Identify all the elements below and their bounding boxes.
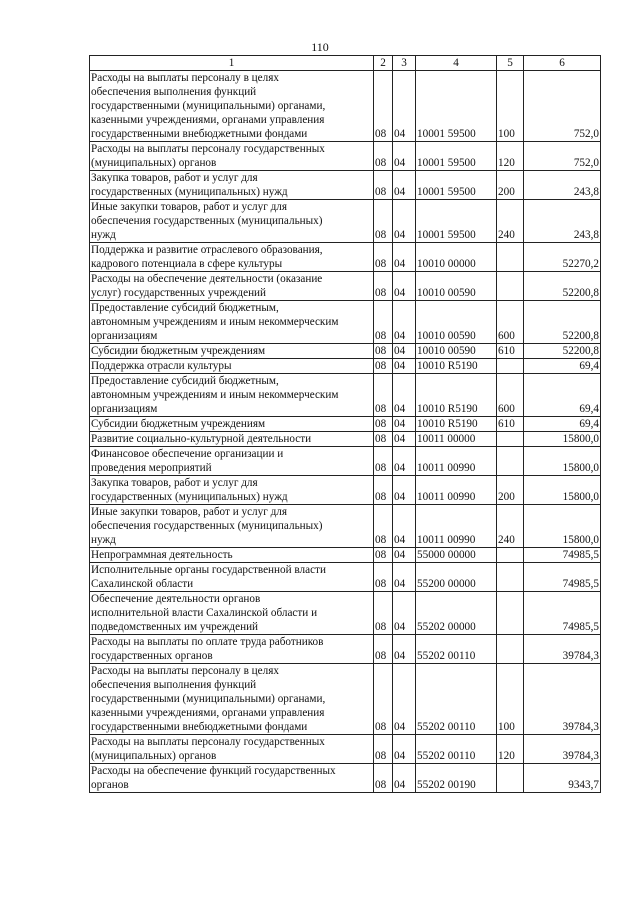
row-amount: 9343,7 <box>524 764 601 793</box>
row-subsection: 04 <box>393 359 416 374</box>
row-amount: 39784,3 <box>524 635 601 664</box>
row-subsection: 04 <box>393 447 416 476</box>
table-row <box>90 735 601 764</box>
row-subsection: 04 <box>393 301 416 344</box>
row-expense-type: 610 <box>497 344 524 359</box>
table-row <box>90 142 601 171</box>
row-subsection: 04 <box>393 635 416 664</box>
row-amount: 52200,8 <box>524 301 601 344</box>
row-section: 08 <box>374 563 393 592</box>
row-name: Поддержка отрасли культуры <box>90 359 374 374</box>
row-expense-type <box>497 243 524 272</box>
row-subsection: 04 <box>393 664 416 735</box>
row-section: 08 <box>374 505 393 548</box>
row-expense-type <box>497 548 524 563</box>
row-subsection: 04 <box>393 142 416 171</box>
row-expense-type: 600 <box>497 301 524 344</box>
col-header-section: 2 <box>374 56 393 71</box>
row-target-code: 10001 59500 <box>416 171 497 200</box>
row-target-code: 10010 00590 <box>416 301 497 344</box>
row-amount: 15800,0 <box>524 505 601 548</box>
row-target-code: 55202 00000 <box>416 592 497 635</box>
row-section: 08 <box>374 664 393 735</box>
row-section: 08 <box>374 142 393 171</box>
row-expense-type: 240 <box>497 505 524 548</box>
row-name: Исполнительные органы государственной власти Сахалинской области <box>90 563 374 592</box>
row-expense-type: 200 <box>497 476 524 505</box>
row-target-code: 55202 00110 <box>416 664 497 735</box>
row-target-code: 10010 00590 <box>416 272 497 301</box>
row-amount: 69,4 <box>524 417 601 432</box>
row-expense-type <box>497 432 524 447</box>
row-target-code: 10001 59500 <box>416 200 497 243</box>
row-target-code: 10010 R5190 <box>416 359 497 374</box>
row-subsection: 04 <box>393 344 416 359</box>
row-target-code: 55202 00110 <box>416 735 497 764</box>
row-amount: 15800,0 <box>524 432 601 447</box>
row-name: Расходы на выплаты персоналу в целях обеспечения выполнения функций государственными (муниципальными) органами, казенными учреждениями, органами управления государственными внебюджетными фондами <box>90 71 374 142</box>
row-expense-type <box>497 764 524 793</box>
row-target-code: 10010 R5190 <box>416 417 497 432</box>
row-section: 08 <box>374 476 393 505</box>
row-expense-type <box>497 447 524 476</box>
row-subsection: 04 <box>393 505 416 548</box>
row-target-code: 55000 00000 <box>416 548 497 563</box>
row-subsection: 04 <box>393 476 416 505</box>
col-header-expense-type: 5 <box>497 56 524 71</box>
table-row <box>90 592 601 635</box>
row-amount: 752,0 <box>524 71 601 142</box>
row-name: Иные закупки товаров, работ и услуг для обеспечения государственных (муниципальных) нужд <box>90 200 374 243</box>
row-subsection: 04 <box>393 272 416 301</box>
col-header-name: 1 <box>90 56 374 71</box>
row-name: Расходы на обеспечение функций государственных органов <box>90 764 374 793</box>
row-target-code: 10010 R5190 <box>416 374 497 417</box>
table-row <box>90 359 601 374</box>
table-row <box>90 374 601 417</box>
row-section: 08 <box>374 417 393 432</box>
row-section: 08 <box>374 374 393 417</box>
row-amount: 74985,5 <box>524 592 601 635</box>
row-expense-type: 610 <box>497 417 524 432</box>
row-name: Расходы на выплаты по оплате труда работников государственных органов <box>90 635 374 664</box>
row-name: Предоставление субсидий бюджетным, автономным учреждениям и иным некоммерческим организациям <box>90 301 374 344</box>
table-row <box>90 344 601 359</box>
table-row <box>90 243 601 272</box>
row-target-code: 10011 00990 <box>416 476 497 505</box>
row-target-code: 55202 00190 <box>416 764 497 793</box>
row-subsection: 04 <box>393 417 416 432</box>
row-subsection: 04 <box>393 432 416 447</box>
row-section: 08 <box>374 548 393 563</box>
row-amount: 39784,3 <box>524 735 601 764</box>
row-subsection: 04 <box>393 764 416 793</box>
row-subsection: 04 <box>393 592 416 635</box>
table-row <box>90 476 601 505</box>
row-amount: 15800,0 <box>524 476 601 505</box>
row-amount: 752,0 <box>524 142 601 171</box>
row-expense-type: 100 <box>497 71 524 142</box>
table-row <box>90 635 601 664</box>
row-section: 08 <box>374 735 393 764</box>
row-target-code: 55202 00110 <box>416 635 497 664</box>
row-section: 08 <box>374 200 393 243</box>
row-target-code: 55200 00000 <box>416 563 497 592</box>
table-row <box>90 548 601 563</box>
row-subsection: 04 <box>393 563 416 592</box>
table-row <box>90 417 601 432</box>
row-amount: 52200,8 <box>524 272 601 301</box>
budget-table <box>89 55 601 793</box>
row-name: Непрограммная деятельность <box>90 548 374 563</box>
row-name: Поддержка и развитие отраслевого образования, кадрового потенциала в сфере культуры <box>90 243 374 272</box>
row-name: Расходы на обеспечение деятельности (оказание услуг) государственных учреждений <box>90 272 374 301</box>
row-target-code: 10010 00590 <box>416 344 497 359</box>
row-name: Развитие социально-культурной деятельности <box>90 432 374 447</box>
row-name: Расходы на выплаты персоналу государственных (муниципальных) органов <box>90 735 374 764</box>
table-row <box>90 272 601 301</box>
table-row <box>90 664 601 735</box>
row-section: 08 <box>374 592 393 635</box>
row-expense-type <box>497 635 524 664</box>
row-amount: 243,8 <box>524 200 601 243</box>
row-name: Закупка товаров, работ и услуг для государственных (муниципальных) нужд <box>90 476 374 505</box>
row-amount: 15800,0 <box>524 447 601 476</box>
row-section: 08 <box>374 359 393 374</box>
table-row <box>90 171 601 200</box>
row-expense-type <box>497 272 524 301</box>
row-expense-type: 200 <box>497 171 524 200</box>
row-subsection: 04 <box>393 243 416 272</box>
row-section: 08 <box>374 171 393 200</box>
row-section: 08 <box>374 447 393 476</box>
row-subsection: 04 <box>393 200 416 243</box>
row-section: 08 <box>374 344 393 359</box>
row-name: Финансовое обеспечение организации и проведения мероприятий <box>90 447 374 476</box>
row-section: 08 <box>374 243 393 272</box>
row-target-code: 10011 00990 <box>416 447 497 476</box>
row-name: Субсидии бюджетным учреждениям <box>90 344 374 359</box>
row-subsection: 04 <box>393 71 416 142</box>
row-amount: 69,4 <box>524 374 601 417</box>
row-expense-type: 600 <box>497 374 524 417</box>
row-amount: 243,8 <box>524 171 601 200</box>
row-name: Обеспечение деятельности органов исполнительной власти Сахалинской области и подведомственных им учреждений <box>90 592 374 635</box>
row-target-code: 10010 00000 <box>416 243 497 272</box>
row-section: 08 <box>374 71 393 142</box>
row-name: Субсидии бюджетным учреждениям <box>90 417 374 432</box>
row-name: Предоставление субсидий бюджетным, автономным учреждениям и иным некоммерческим организациям <box>90 374 374 417</box>
row-expense-type <box>497 359 524 374</box>
row-name: Расходы на выплаты персоналу в целях обеспечения выполнения функций государственными (муниципальными) органами, казенными учреждениями, органами управления государственными внебюджетными фондами <box>90 664 374 735</box>
page-number: 110 <box>311 40 329 54</box>
row-expense-type <box>497 563 524 592</box>
table-row <box>90 200 601 243</box>
row-expense-type: 120 <box>497 735 524 764</box>
table-row <box>90 447 601 476</box>
row-section: 08 <box>374 764 393 793</box>
row-target-code: 10001 59500 <box>416 142 497 171</box>
row-subsection: 04 <box>393 171 416 200</box>
row-target-code: 10011 00990 <box>416 505 497 548</box>
row-amount: 69,4 <box>524 359 601 374</box>
row-amount: 74985,5 <box>524 563 601 592</box>
row-expense-type: 100 <box>497 664 524 735</box>
table-row <box>90 563 601 592</box>
row-amount: 74985,5 <box>524 548 601 563</box>
col-header-amount: 6 <box>524 56 601 71</box>
row-amount: 52270,2 <box>524 243 601 272</box>
row-expense-type: 240 <box>497 200 524 243</box>
row-amount: 52200,8 <box>524 344 601 359</box>
table-row <box>90 764 601 793</box>
row-expense-type <box>497 592 524 635</box>
table-row <box>90 432 601 447</box>
table-row <box>90 71 601 142</box>
row-amount: 39784,3 <box>524 664 601 735</box>
table-row <box>90 301 601 344</box>
header-row <box>90 56 601 71</box>
row-target-code: 10011 00000 <box>416 432 497 447</box>
row-section: 08 <box>374 635 393 664</box>
row-subsection: 04 <box>393 548 416 563</box>
row-target-code: 10001 59500 <box>416 71 497 142</box>
row-expense-type: 120 <box>497 142 524 171</box>
col-header-subsection: 3 <box>393 56 416 71</box>
row-subsection: 04 <box>393 374 416 417</box>
row-name: Иные закупки товаров, работ и услуг для обеспечения государственных (муниципальных) нужд <box>90 505 374 548</box>
row-section: 08 <box>374 432 393 447</box>
table-row <box>90 505 601 548</box>
row-name: Закупка товаров, работ и услуг для государственных (муниципальных) нужд <box>90 171 374 200</box>
row-section: 08 <box>374 301 393 344</box>
row-section: 08 <box>374 272 393 301</box>
row-name: Расходы на выплаты персоналу государственных (муниципальных) органов <box>90 142 374 171</box>
row-subsection: 04 <box>393 735 416 764</box>
col-header-target-code: 4 <box>416 56 497 71</box>
